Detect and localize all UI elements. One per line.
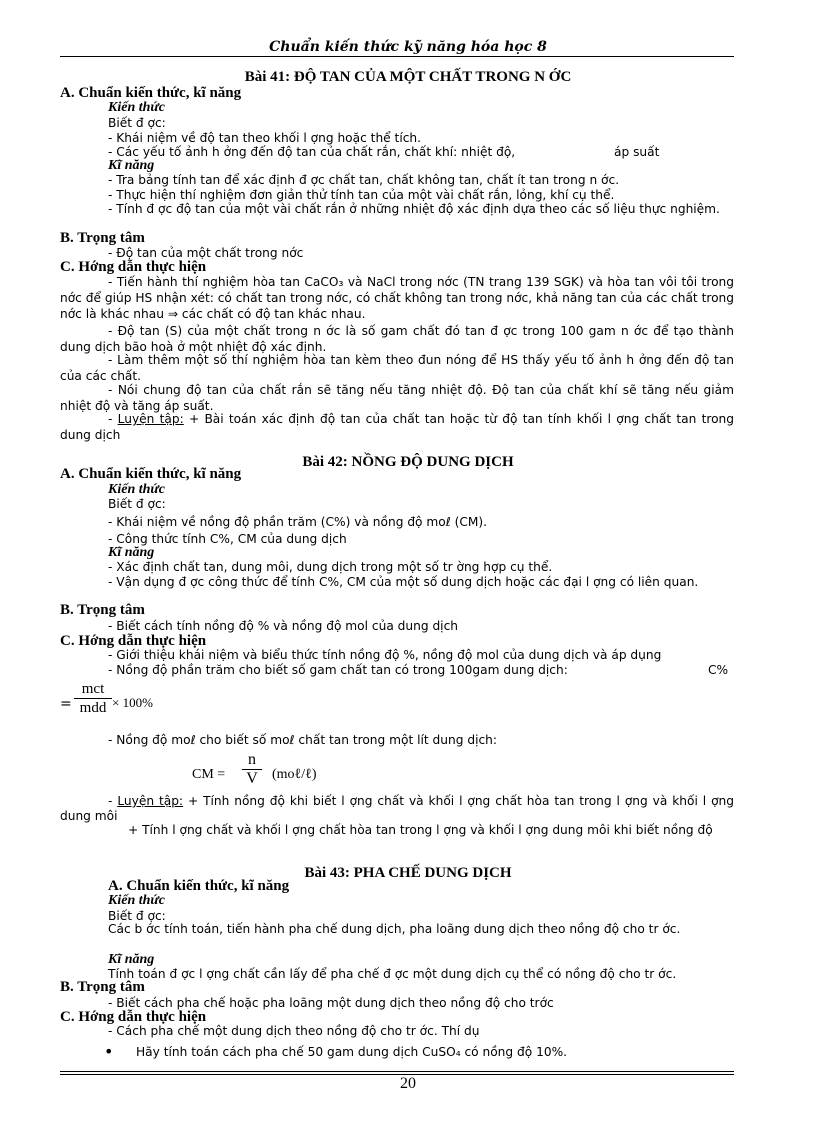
lesson41-knowledge-2-tail: áp suất — [614, 145, 660, 159]
formula1-tail: × 100% — [112, 695, 153, 710]
formula1-fraction — [74, 680, 112, 717]
lesson42-practice-1: - Luyện tập: + Tính nồng độ khi biết l ợng chất và khối l ợng chất hòa tan trong l ợng và khối l ợng dung môi — [60, 794, 734, 824]
lesson42-heading: Bài 42: NỒNG ĐỘ DUNG DỊCH — [302, 454, 514, 470]
lesson42-skills-heading: Kĩ năng — [108, 545, 155, 560]
lesson41-focus-1: - Độ tan của một chất trong nớc — [108, 246, 304, 260]
lesson41-knowledge-2: - Các yếu tố ảnh h ởng đến độ tan của chất rắn, chất khí: nhiệt độ, — [108, 145, 516, 159]
lesson43-knowledge-heading: Kiến thức — [108, 893, 166, 908]
lesson43-section-a: A. Chuẩn kiến thức, kĩ năng — [108, 878, 290, 894]
formula2-numerator: n — [242, 751, 262, 770]
lesson42-practice-2: + Tính l ợng chất và khối l ợng chất hòa tan trong l ợng và khối l ợng dung môi khi biết nồng độ — [128, 823, 713, 837]
lesson42-skill-2: - Vận dụng đ ợc công thức để tính C%, CM của một số dung dịch hoặc các đại l ợng có liên quan. — [108, 575, 699, 589]
lesson43-knowledge-1: Các b ớc tính toán, tiến hành pha chế dung dịch, pha loãng dung dịch theo nồng độ cho tr ớc. — [108, 922, 681, 936]
formula2-unit: (moℓ/ℓ) — [272, 767, 317, 782]
lesson42-section-b: B. Trọng tâm — [60, 602, 145, 618]
lesson41-guide-1: - Tiến hành thí nghiệm hòa tan CaCO₃ và NaCl trong nớc (TN trang 139 SGK) và hòa tan vôi tôi trong nớc để giúp HS nhận xét: có chất tan trong nớc, có chất không tan trong nớc, khả năng tan của các chất trong nớc là khác nhau ⇒ các chất có độ tan khác nhau. — [60, 275, 735, 321]
lesson41-heading: Bài 41: ĐỘ TAN CỦA MỘT CHẤT TRONG N ỚC — [244, 69, 572, 85]
lesson42-skill-1: - Xác định chất tan, dung môi, dung dịch trong một số tr ờng hợp cụ thể. — [108, 560, 553, 574]
bullet-icon: • — [104, 1042, 114, 1061]
lesson42-knowledge-intro: Biết đ ợc: — [108, 497, 166, 511]
footer-rule-1 — [60, 1071, 734, 1072]
lesson41-practice: - Luyện tập: + Bài toán xác định độ tan của chất tan hoặc từ độ tan tính khối l ợng chất tan trong dung dịch — [60, 412, 735, 442]
lesson42-guide-3: - Nồng độ moℓ cho biết số moℓ chất tan trong một lít dung dịch: — [108, 733, 497, 747]
formula2-lhs: CM = — [192, 767, 226, 782]
lesson43-heading: Bài 43: PHA CHẾ DUNG DỊCH — [304, 865, 512, 881]
lesson41-section-a: A. Chuẩn kiến thức, kĩ năng — [60, 85, 242, 101]
lesson42-guide-1: - Giới thiệu khái niệm và biểu thức tính nồng độ %, nồng độ mol của dung dịch và áp dụng — [108, 648, 662, 662]
running-header: Chuẩn kiến thức kỹ năng hóa học 8 — [269, 39, 547, 55]
lesson43-skill-1: Tính toán đ ợc l ợng chất cần lấy để pha chế đ ợc một dung dịch cụ thể có nồng độ cho tr ớc. — [108, 967, 677, 981]
header-rule — [60, 56, 734, 57]
formula2-denominator: V — [246, 770, 258, 787]
lesson41-section-c: C. Hớng dẫn thực hiện — [60, 259, 207, 275]
lesson41-guide-4: - Nói chung độ tan của chất rắn sẽ tăng nếu tăng nhiệt độ. Độ tan của chất khí sẽ tăng nếu giảm nhiệt độ và tăng áp suất. — [60, 383, 734, 413]
page-number: 20 — [400, 1075, 416, 1092]
lesson43-guide-2: Hãy tính toán cách pha chế 50 gam dung dịch CuSO₄ có nồng độ 10%. — [136, 1045, 568, 1059]
lesson41-skill-3: - Tính đ ợc độ tan của một vài chất rắn ở những nhiệt độ xác định dựa theo các số liệu thực nghiệm. — [108, 202, 720, 216]
lesson41-skill-1: - Tra bảng tính tan để xác định đ ợc chất tan, chất không tan, chất ít tan trong n ớc. — [108, 173, 620, 187]
lesson43-skills-heading: Kĩ năng — [108, 952, 155, 967]
lesson42-section-a: A. Chuẩn kiến thức, kĩ năng — [60, 466, 242, 482]
formula2-fraction — [242, 751, 262, 788]
formula1-denominator: mdd — [79, 700, 107, 716]
lesson43-guide-1: - Cách pha chế một dung dịch theo nồng độ cho tr ớc. Thí dụ — [108, 1024, 480, 1038]
lesson41-knowledge-1: - Khái niệm về độ tan theo khối l ợng hoặc thể tích. — [108, 131, 422, 145]
lesson41-knowledge-intro: Biết đ ợc: — [108, 116, 166, 130]
lesson43-section-b: B. Trọng tâm — [60, 979, 145, 995]
lesson41-guide-2: - Độ tan (S) của một chất trong n ớc là số gam chất đó tan đ ợc trong 100 gam n ớc để tạo thành dung dịch bão hoà ở một nhiệt độ xác định. — [60, 324, 734, 354]
lesson41-skills-heading: Kĩ năng — [108, 158, 155, 173]
lesson41-section-b: B. Trọng tâm — [60, 230, 145, 246]
lesson42-knowledge-1: - Khái niệm về nồng độ phần trăm (C%) và nồng độ moℓ (CM). — [108, 515, 488, 529]
lesson43-section-c: C. Hớng dẫn thực hiện — [60, 1009, 207, 1025]
lesson42-knowledge-2: - Công thức tính C%, CM của dung dịch — [108, 532, 347, 546]
lesson42-section-c: C. Hớng dẫn thực hiện — [60, 633, 207, 649]
formula1-numerator: mct — [74, 680, 112, 699]
lesson43-focus-1: - Biết cách pha chế hoặc pha loãng một dung dịch theo nồng độ cho trớc — [108, 996, 554, 1010]
lesson41-knowledge-heading: Kiến thức — [108, 100, 166, 115]
lesson42-guide-2: - Nồng độ phần trăm cho biết số gam chất tan có trong 100gam dung dịch: — [108, 663, 568, 677]
lesson43-knowledge-intro: Biết đ ợc: — [108, 909, 166, 923]
lesson42-guide-2-tail: C% — [708, 663, 729, 677]
lesson41-guide-3: - Làm thêm một số thí nghiệm hòa tan kèm theo đun nóng để HS thấy yếu tố ảnh h ởng đến độ tan của các chất. — [60, 353, 734, 383]
lesson42-knowledge-heading: Kiến thức — [108, 482, 166, 497]
formula1-equals: = — [60, 696, 72, 712]
lesson41-skill-2: - Thực hiện thí nghiệm đơn giản thử tính tan của một vài chất rắn, lỏng, khí cụ thể. — [108, 188, 615, 202]
lesson42-focus-1: - Biết cách tính nồng độ % và nồng độ mol của dung dịch — [108, 619, 458, 633]
footer-rule-2 — [60, 1074, 734, 1075]
